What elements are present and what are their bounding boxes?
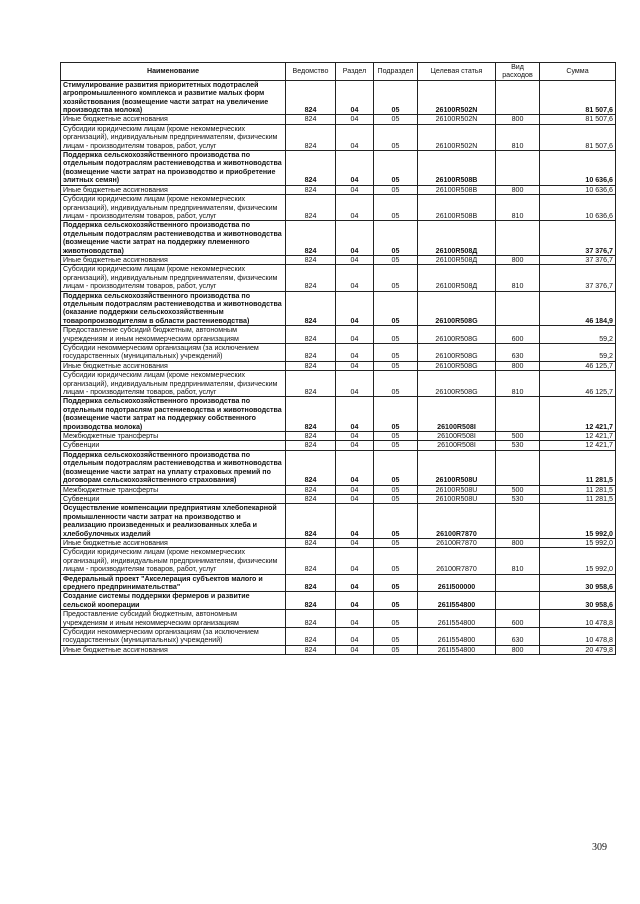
table-row: [61, 645, 616, 654]
row-exp-type-cell: 530: [496, 494, 540, 503]
row-section-cell: 04: [336, 441, 374, 450]
row-section-cell: 04: [336, 291, 374, 326]
row-subsection-cell: 05: [374, 80, 418, 115]
row-subsection-cell: 05: [374, 185, 418, 194]
row-target-cell: 261I554800: [418, 628, 496, 646]
row-dept-cell: 824: [286, 255, 336, 264]
row-section-cell: 04: [336, 195, 374, 221]
row-subsection-cell: 05: [374, 628, 418, 646]
row-target-cell: 26100R7870: [418, 548, 496, 574]
row-exp-type-cell: 810: [496, 195, 540, 221]
row-dept-cell: 824: [286, 610, 336, 628]
row-target-cell: 26100R508U: [418, 494, 496, 503]
table-row: [61, 450, 616, 485]
row-target-cell: 26100R502N: [418, 124, 496, 150]
row-exp-type-cell: [496, 574, 540, 592]
row-target-cell: 26100R508G: [418, 344, 496, 362]
table-row: [61, 397, 616, 432]
row-target-cell: 261I554800: [418, 645, 496, 654]
row-name-cell: Иные бюджетные ассигнования: [61, 255, 286, 264]
header-subsection: Подраздел: [374, 63, 418, 81]
row-target-cell: 26100R7870: [418, 504, 496, 539]
table-row: [61, 610, 616, 628]
row-target-cell: 26100R508G: [418, 361, 496, 370]
row-dept-cell: 824: [286, 538, 336, 547]
row-section-cell: 04: [336, 397, 374, 432]
row-section-cell: 04: [336, 610, 374, 628]
row-exp-type-cell: 630: [496, 344, 540, 362]
row-name-cell: Поддержка сельскохозяйственного производства по отдельным подотраслям растениеводства и животноводства (возмещение части затрат на поддержку племенного животноводства): [61, 221, 286, 256]
row-name-cell: Субсидии некоммерческим организациям (за исключением государственных (муниципальных) учреждений): [61, 628, 286, 646]
row-name-cell: Субсидии юридическим лицам (кроме некоммерческих организаций), индивидуальным предпринимателям, физическим лицам - производителям товаров, работ, услуг: [61, 265, 286, 291]
row-exp-type-cell: 800: [496, 185, 540, 194]
row-target-cell: 261I554800: [418, 592, 496, 610]
row-sum-cell: 81 507,6: [540, 80, 616, 115]
table-row: [61, 326, 616, 344]
table-row: [61, 361, 616, 370]
row-dept-cell: 824: [286, 592, 336, 610]
row-sum-cell: 15 992,0: [540, 548, 616, 574]
table-row: [61, 124, 616, 150]
header-section: Раздел: [336, 63, 374, 81]
table-row: [61, 548, 616, 574]
row-sum-cell: 46 125,7: [540, 361, 616, 370]
header-target: Целевая статья: [418, 63, 496, 81]
row-subsection-cell: 05: [374, 361, 418, 370]
row-exp-type-cell: [496, 291, 540, 326]
row-subsection-cell: 05: [374, 397, 418, 432]
row-subsection-cell: 05: [374, 592, 418, 610]
row-exp-type-cell: [496, 504, 540, 539]
row-sum-cell: 59,2: [540, 344, 616, 362]
table-row: [61, 494, 616, 503]
row-name-cell: Межбюджетные трансферты: [61, 485, 286, 494]
row-dept-cell: 824: [286, 124, 336, 150]
row-name-cell: Поддержка сельскохозяйственного производства по отдельным подотраслям растениеводства и животноводства (возмещение части затрат на уплату страховых премий по договорам сельскохозяйственного страхования): [61, 450, 286, 485]
row-section-cell: 04: [336, 574, 374, 592]
row-dept-cell: 824: [286, 504, 336, 539]
row-target-cell: 26100R508B: [418, 185, 496, 194]
row-sum-cell: 81 507,6: [540, 115, 616, 124]
row-target-cell: 26100R508I: [418, 441, 496, 450]
row-target-cell: 26100R508Д: [418, 221, 496, 256]
header-sum: Сумма: [540, 63, 616, 81]
row-exp-type-cell: 800: [496, 115, 540, 124]
row-section-cell: 04: [336, 504, 374, 539]
row-name-cell: Иные бюджетные ассигнования: [61, 538, 286, 547]
row-subsection-cell: 05: [374, 221, 418, 256]
page-number: 309: [592, 842, 607, 853]
row-name-cell: Межбюджетные трансферты: [61, 432, 286, 441]
row-name-cell: Создание системы поддержки фермеров и развитие сельской кооперации: [61, 592, 286, 610]
row-name-cell: Иные бюджетные ассигнования: [61, 185, 286, 194]
table-row: [61, 432, 616, 441]
row-target-cell: 26100R508U: [418, 450, 496, 485]
row-section-cell: 04: [336, 265, 374, 291]
row-sum-cell: 11 281,5: [540, 485, 616, 494]
table-row: [61, 344, 616, 362]
row-target-cell: 26100R508I: [418, 432, 496, 441]
row-dept-cell: 824: [286, 450, 336, 485]
row-sum-cell: 37 376,7: [540, 255, 616, 264]
row-dept-cell: 824: [286, 485, 336, 494]
header-dept: Ведомство: [286, 63, 336, 81]
row-name-cell: Субвенции: [61, 441, 286, 450]
row-exp-type-cell: [496, 221, 540, 256]
row-name-cell: Иные бюджетные ассигнования: [61, 361, 286, 370]
row-section-cell: 04: [336, 371, 374, 397]
row-subsection-cell: 05: [374, 450, 418, 485]
header-name: Наименование: [61, 63, 286, 81]
row-subsection-cell: 05: [374, 485, 418, 494]
row-name-cell: Субсидии юридическим лицам (кроме некоммерческих организаций), индивидуальным предпринимателям, физическим лицам - производителям товаров, работ, услуг: [61, 548, 286, 574]
row-target-cell: 26100R7870: [418, 538, 496, 547]
row-name-cell: Поддержка сельскохозяйственного производства по отдельным подотраслям растениеводства и животноводства (возмещение части затрат на поддержку собственного производства молока): [61, 397, 286, 432]
row-subsection-cell: 05: [374, 344, 418, 362]
row-dept-cell: 824: [286, 115, 336, 124]
row-exp-type-cell: 600: [496, 610, 540, 628]
row-exp-type-cell: 800: [496, 538, 540, 547]
table-row: [61, 485, 616, 494]
row-exp-type-cell: 800: [496, 255, 540, 264]
table-row: [61, 291, 616, 326]
row-dept-cell: 824: [286, 326, 336, 344]
row-sum-cell: 30 958,6: [540, 592, 616, 610]
row-subsection-cell: 05: [374, 610, 418, 628]
row-sum-cell: 46 184,9: [540, 291, 616, 326]
row-sum-cell: 37 376,7: [540, 265, 616, 291]
header-exp-type: Вид расходов: [496, 63, 540, 81]
row-section-cell: 04: [336, 485, 374, 494]
row-dept-cell: 824: [286, 291, 336, 326]
row-section-cell: 04: [336, 151, 374, 186]
row-section-cell: 04: [336, 538, 374, 547]
row-name-cell: Поддержка сельскохозяйственного производства по отдельным подотраслям растениеводства и животноводства (возмещение части затрат на производство и приобретение элитных семян): [61, 151, 286, 186]
row-exp-type-cell: 500: [496, 432, 540, 441]
row-exp-type-cell: 530: [496, 441, 540, 450]
row-sum-cell: 30 958,6: [540, 574, 616, 592]
row-subsection-cell: 05: [374, 371, 418, 397]
row-dept-cell: 824: [286, 494, 336, 503]
table-row: [61, 221, 616, 256]
row-section-cell: 04: [336, 255, 374, 264]
row-name-cell: Осуществление компенсации предприятиям хлебопекарной промышленности части затрат на производство и реализацию произведенных и реализованных хлеба и хлебобулочных изделий: [61, 504, 286, 539]
row-subsection-cell: 05: [374, 291, 418, 326]
row-dept-cell: 824: [286, 432, 336, 441]
row-dept-cell: 824: [286, 185, 336, 194]
table-row: [61, 195, 616, 221]
row-target-cell: 26100R502N: [418, 115, 496, 124]
row-exp-type-cell: [496, 80, 540, 115]
table-row: [61, 80, 616, 115]
row-name-cell: Субсидии юридическим лицам (кроме некоммерческих организаций), индивидуальным предпринимателям, физическим лицам - производителям товаров, работ, услуг: [61, 195, 286, 221]
row-name-cell: Предоставление субсидий бюджетным, автономным учреждениям и иным некоммерческим организациям: [61, 610, 286, 628]
row-name-cell: Федеральный проект "Акселерация субъектов малого и среднего предпринимательства": [61, 574, 286, 592]
row-exp-type-cell: 810: [496, 548, 540, 574]
table-row: [61, 592, 616, 610]
row-subsection-cell: 05: [374, 151, 418, 186]
row-section-cell: 04: [336, 432, 374, 441]
row-subsection-cell: 05: [374, 441, 418, 450]
row-subsection-cell: 05: [374, 326, 418, 344]
row-subsection-cell: 05: [374, 574, 418, 592]
row-sum-cell: 11 281,5: [540, 450, 616, 485]
row-section-cell: 04: [336, 548, 374, 574]
row-name-cell: Поддержка сельскохозяйственного производства по отдельным подотраслям растениеводства и животноводства (оказание поддержки сельскохозяйственным товаропроизводителям в области растениеводства): [61, 291, 286, 326]
row-subsection-cell: 05: [374, 124, 418, 150]
row-name-cell: Субсидии юридическим лицам (кроме некоммерческих организаций), индивидуальным предпринимателям, физическим лицам - производителям товаров, работ, услуг: [61, 371, 286, 397]
row-section-cell: 04: [336, 344, 374, 362]
row-subsection-cell: 05: [374, 504, 418, 539]
row-exp-type-cell: 800: [496, 361, 540, 370]
row-subsection-cell: 05: [374, 195, 418, 221]
row-sum-cell: 10 478,8: [540, 610, 616, 628]
row-sum-cell: 59,2: [540, 326, 616, 344]
row-dept-cell: 824: [286, 645, 336, 654]
row-exp-type-cell: [496, 151, 540, 186]
row-exp-type-cell: [496, 450, 540, 485]
row-dept-cell: 824: [286, 151, 336, 186]
row-exp-type-cell: 630: [496, 628, 540, 646]
row-section-cell: 04: [336, 185, 374, 194]
row-subsection-cell: 05: [374, 265, 418, 291]
row-exp-type-cell: 810: [496, 371, 540, 397]
row-section-cell: 04: [336, 221, 374, 256]
row-sum-cell: 15 992,0: [540, 504, 616, 539]
row-section-cell: 04: [336, 80, 374, 115]
row-section-cell: 04: [336, 645, 374, 654]
table-row: [61, 441, 616, 450]
row-subsection-cell: 05: [374, 432, 418, 441]
row-subsection-cell: 05: [374, 645, 418, 654]
table-row: [61, 255, 616, 264]
row-dept-cell: 824: [286, 344, 336, 362]
row-exp-type-cell: [496, 397, 540, 432]
row-target-cell: 261I500000: [418, 574, 496, 592]
row-name-cell: Субсидии некоммерческим организациям (за исключением государственных (муниципальных) учреждений): [61, 344, 286, 362]
row-section-cell: 04: [336, 124, 374, 150]
row-target-cell: 261I554800: [418, 610, 496, 628]
row-dept-cell: 824: [286, 574, 336, 592]
row-sum-cell: 12 421,7: [540, 397, 616, 432]
row-dept-cell: 824: [286, 361, 336, 370]
row-exp-type-cell: 600: [496, 326, 540, 344]
row-exp-type-cell: 810: [496, 124, 540, 150]
row-target-cell: 26100R508U: [418, 485, 496, 494]
table-row: [61, 574, 616, 592]
table-row: [61, 115, 616, 124]
row-exp-type-cell: 810: [496, 265, 540, 291]
row-sum-cell: 10 636,6: [540, 185, 616, 194]
row-target-cell: 26100R508Д: [418, 265, 496, 291]
row-sum-cell: 10 478,8: [540, 628, 616, 646]
row-exp-type-cell: [496, 592, 540, 610]
row-target-cell: 26100R508B: [418, 195, 496, 221]
row-dept-cell: 824: [286, 265, 336, 291]
row-sum-cell: 15 992,0: [540, 538, 616, 547]
row-dept-cell: 824: [286, 548, 336, 574]
row-exp-type-cell: 500: [496, 485, 540, 494]
row-sum-cell: 10 636,6: [540, 151, 616, 186]
row-target-cell: 26100R508G: [418, 326, 496, 344]
row-subsection-cell: 05: [374, 494, 418, 503]
row-name-cell: Стимулирование развития приоритетных подотраслей агропромышленного комплекса и развитие малых форм хозяйствования (возмещение части затрат на увеличение производства молока): [61, 80, 286, 115]
row-target-cell: 26100R508Д: [418, 255, 496, 264]
row-section-cell: 04: [336, 628, 374, 646]
row-subsection-cell: 05: [374, 548, 418, 574]
row-name-cell: Иные бюджетные ассигнования: [61, 645, 286, 654]
row-sum-cell: 81 507,6: [540, 124, 616, 150]
table-row: [61, 151, 616, 186]
row-exp-type-cell: 800: [496, 645, 540, 654]
table-row: [61, 538, 616, 547]
table-row: [61, 185, 616, 194]
table-row: [61, 628, 616, 646]
row-dept-cell: 824: [286, 80, 336, 115]
row-name-cell: Субвенции: [61, 494, 286, 503]
row-dept-cell: 824: [286, 221, 336, 256]
table-row: [61, 504, 616, 539]
row-dept-cell: 824: [286, 195, 336, 221]
row-sum-cell: 11 281,5: [540, 494, 616, 503]
row-section-cell: 04: [336, 326, 374, 344]
row-dept-cell: 824: [286, 397, 336, 432]
row-sum-cell: 46 125,7: [540, 371, 616, 397]
row-sum-cell: 12 421,7: [540, 441, 616, 450]
row-name-cell: Иные бюджетные ассигнования: [61, 115, 286, 124]
row-subsection-cell: 05: [374, 255, 418, 264]
row-target-cell: 26100R508B: [418, 151, 496, 186]
row-sum-cell: 10 636,6: [540, 195, 616, 221]
row-dept-cell: 824: [286, 371, 336, 397]
row-name-cell: Предоставление субсидий бюджетным, автономным учреждениям и иным некоммерческим организациям: [61, 326, 286, 344]
row-name-cell: Субсидии юридическим лицам (кроме некоммерческих организаций), индивидуальным предпринимателям, физическим лицам - производителям товаров, работ, услуг: [61, 124, 286, 150]
table-row: [61, 371, 616, 397]
row-target-cell: 26100R502N: [418, 80, 496, 115]
row-target-cell: 26100R508I: [418, 397, 496, 432]
row-sum-cell: 37 376,7: [540, 221, 616, 256]
row-section-cell: 04: [336, 361, 374, 370]
table-row: [61, 265, 616, 291]
row-section-cell: 04: [336, 494, 374, 503]
row-section-cell: 04: [336, 115, 374, 124]
row-target-cell: 26100R508G: [418, 371, 496, 397]
row-section-cell: 04: [336, 592, 374, 610]
row-target-cell: 26100R508G: [418, 291, 496, 326]
row-section-cell: 04: [336, 450, 374, 485]
row-sum-cell: 12 421,7: [540, 432, 616, 441]
budget-table: [60, 62, 616, 655]
table-header-row: [61, 63, 616, 81]
row-sum-cell: 20 479,8: [540, 645, 616, 654]
row-dept-cell: 824: [286, 441, 336, 450]
row-dept-cell: 824: [286, 628, 336, 646]
row-subsection-cell: 05: [374, 115, 418, 124]
row-subsection-cell: 05: [374, 538, 418, 547]
